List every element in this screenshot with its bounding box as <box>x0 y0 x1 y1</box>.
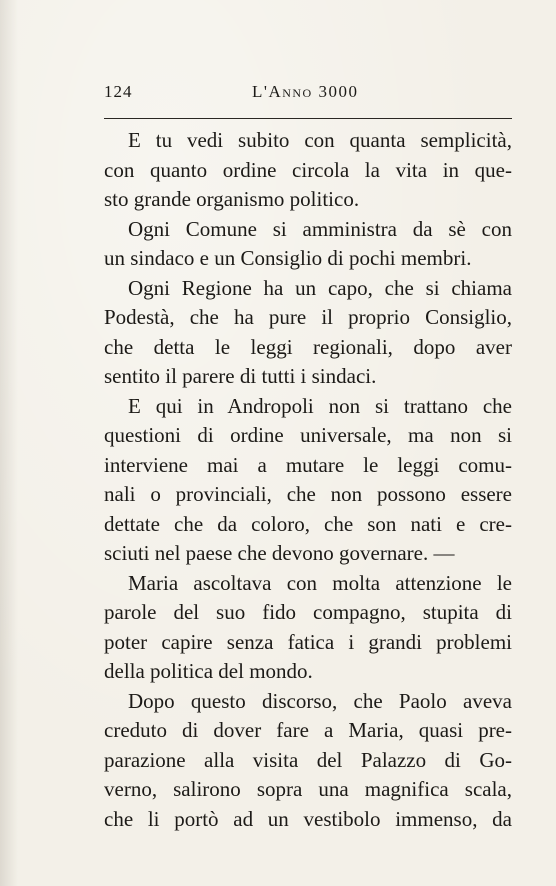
text-line: con quanto ordine circola la vita in que- <box>104 157 512 182</box>
text-line: sto grande organismo politico. <box>104 187 360 211</box>
header-rule <box>104 118 512 119</box>
text-line: Maria ascoltava con molta attenzione le <box>128 570 512 595</box>
text-line: sentito il parere di tutti i sindaci. <box>104 364 377 388</box>
body-text <box>104 126 512 834</box>
text-line: Ogni Comune si amministra da sè con <box>128 216 512 241</box>
text-line: creduto di dover fare a Maria, quasi pre- <box>104 718 512 742</box>
text-line: interviene mai a mutare le leggi comu- <box>104 452 512 477</box>
text-line: nali o provinciali, che non possono essere <box>104 482 512 506</box>
text-line: della politica del mondo. <box>104 659 313 683</box>
text-line: parazione alla visita del Palazzo di Go- <box>104 747 512 772</box>
text-line: che detta le leggi regionali, dopo aver <box>104 334 512 359</box>
text-line: poter capire senza fatica i grandi problemi <box>104 629 512 654</box>
running-title: L'Anno 3000 <box>252 82 359 101</box>
text-line: sciuti nel paese che devono governare. — <box>104 541 455 565</box>
text-line: un sindaco e un Consiglio di pochi membri. <box>104 246 472 270</box>
text-line: E tu vedi subito con quanta semplicità, <box>128 128 512 152</box>
text-line: parole del suo fido compagno, stupita di <box>104 600 512 624</box>
text-line: verno, salirono sopra una magnifica scala, <box>104 777 512 801</box>
text-line: E qui in Andropoli non si trattano che <box>128 393 512 418</box>
text-line: Dopo questo discorso, che Paolo aveva <box>128 688 512 713</box>
text-line: che li portò ad un vestibolo immenso, da <box>104 806 512 831</box>
text-line: Ogni Regione ha un capo, che si chiama <box>128 275 512 300</box>
running-head <box>104 82 512 106</box>
text-line: questioni di ordine universale, ma non si <box>104 423 512 447</box>
text-line: Podestà, che ha pure il proprio Consiglio, <box>104 305 512 329</box>
text-line: dettate che da coloro, che son nati e cre- <box>104 511 512 536</box>
page-number: 124 <box>104 82 133 101</box>
